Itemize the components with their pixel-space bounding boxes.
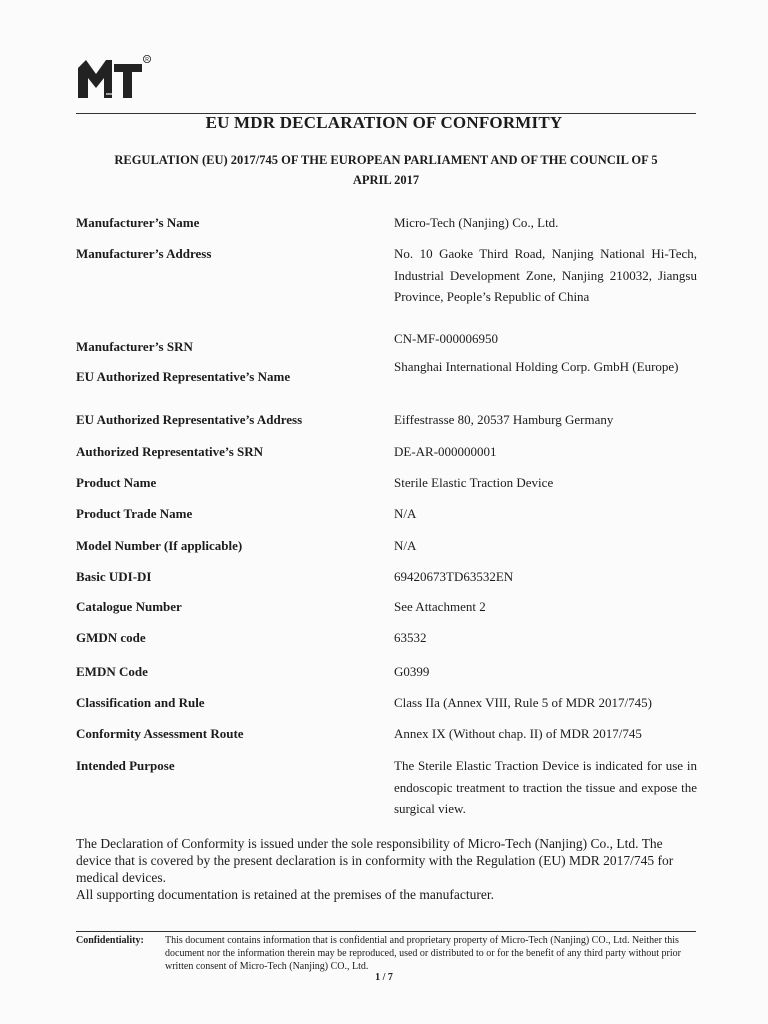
field-label: EU Authorized Representative’s Address [76,412,303,427]
field-value: 69420673TD63532EN [394,569,514,584]
closing-paragraph: The Declaration of Conformity is issued under the sole responsibility of Micro-Tech (Nanjing) Co., Ltd. The device that is covered by the present declaration is in conformity with the Regulation (EU) MDR 2017/745 for medical devices. [76,836,674,885]
field-value: No. 10 Gaoke Third Road, Nanjing National Hi-Tech, Industrial Development Zone, Nanjing 210032, Jiangsu Province, People’s Republic of China [394,246,697,304]
svg-text:R: R [145,57,149,63]
field-value: Shanghai International Holding Corp. GmbH (Europe) [394,359,679,374]
field-value: 63532 [394,630,427,645]
field-value: CN-MF-000006950 [394,331,499,346]
field-label: Intended Purpose [76,758,175,773]
field-value: Sterile Elastic Traction Device [394,475,554,490]
closing-statement [76,835,698,903]
field-value: N/A [394,506,417,521]
field-label: Authorized Representative’s SRN [76,444,264,459]
regulation-line-2: APRIL 2017 [352,173,420,187]
field-label: Basic UDI-DI [76,569,152,584]
field-value: The Sterile Elastic Traction Device is indicated for use in endoscopic treatment to traction the tissue and expose the surgical view. [394,758,697,816]
closing-paragraph: All supporting documentation is retained at the premises of the manufacturer. [76,887,495,902]
footer-divider [76,931,696,932]
company-logo [76,54,152,100]
field-label: Manufacturer’s Address [76,246,212,261]
field-value: G0399 [394,664,430,679]
field-label: Model Number (If applicable) [76,538,243,553]
field-value: Class IIa (Annex VIII, Rule 5 of MDR 2017/745) [394,695,652,710]
field-label: Manufacturer’s SRN [76,339,193,354]
field-label: Classification and Rule [76,695,205,710]
field-label: Product Trade Name [76,506,193,521]
field-value: N/A [394,538,417,553]
regulation-heading [76,150,696,190]
field-value: See Attachment 2 [394,599,486,614]
field-value: Eiffestrasse 80, 20537 Hamburg Germany [394,412,614,427]
field-value: Micro-Tech (Nanjing) Co., Ltd. [394,215,559,230]
field-label: Manufacturer’s Name [76,215,200,230]
page-number: 1 / 7 [375,972,393,983]
field-label: EMDN Code [76,664,148,679]
document-title: EU MDR DECLARATION OF CONFORMITY [205,113,563,132]
field-label: Catalogue Number [76,599,182,614]
field-label: GMDN code [76,630,146,645]
field-label: Product Name [76,475,157,490]
field-value: DE-AR-000000001 [394,444,497,459]
confidentiality-text: This document contains information that is confidential and proprietary property of Micro-Tech (Nanjing) CO., Ltd. Neither this document nor the information therein may be reproduced, used or distributed to or for the benefit of any third party without prior written consent of Micro-Tech (Nanjing) CO., Ltd. [165,935,681,972]
field-value: Annex IX (Without chap. II) of MDR 2017/745 [394,726,642,741]
regulation-line-1: REGULATION (EU) 2017/745 OF THE EUROPEAN PARLIAMENT AND OF THE COUNCIL OF 5 [114,153,658,167]
field-label: EU Authorized Representative’s Name [76,369,291,384]
confidentiality-label: Confidentiality: [76,935,144,946]
field-label: Conformity Assessment Route [76,726,244,741]
